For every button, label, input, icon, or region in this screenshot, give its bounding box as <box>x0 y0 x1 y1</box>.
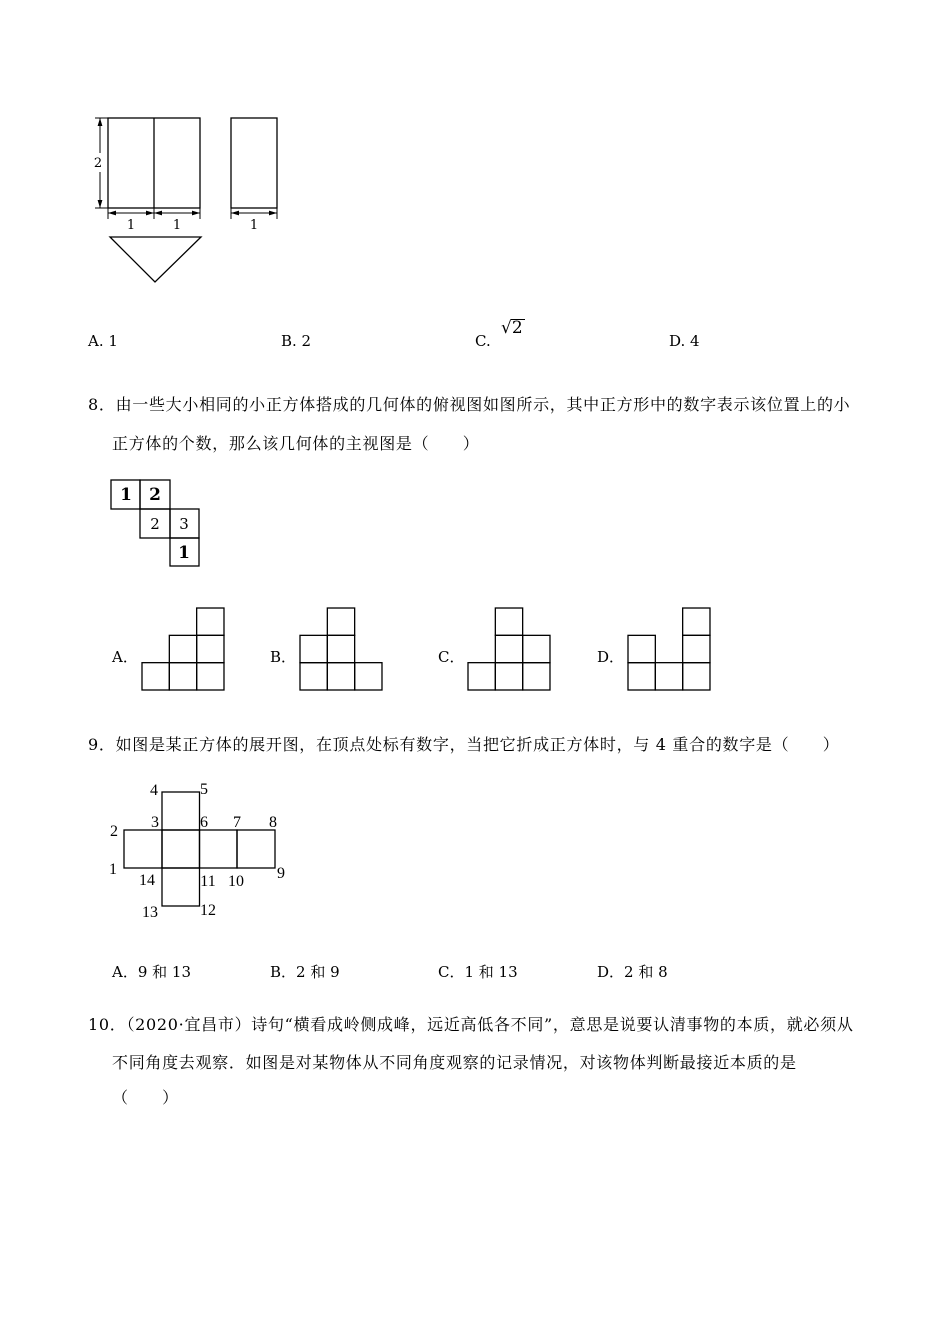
option-c-cube-col2-level1 <box>495 663 522 690</box>
option-a-cube-col2-level1 <box>169 663 196 690</box>
q8-stem-line2: 正方体的个数，那么该几何体的主视图是（ ） <box>112 434 480 453</box>
q9-stem: 9．如图是某正方体的展开图，在顶点处标有数字，当把它折成正方体时，与 4 重合的数字是（ ） <box>88 735 840 754</box>
side-view-rect <box>231 118 277 208</box>
top-view-count-r1c1: 1 <box>120 485 132 505</box>
q7-option-a: A. 1 <box>88 332 118 350</box>
sqrt-radicand: 2 <box>511 318 523 338</box>
q8-option-c-label: C． <box>438 648 465 666</box>
option-d-cube-col3-level3 <box>683 608 710 635</box>
q10-answer-blank: （ ） <box>112 1088 179 1107</box>
q10-stem-line1: 10．（2020·宜昌市）诗句“横看成岭侧成峰，远近高低各不同”，意思是说要认清事物的本质，就必须从 <box>88 1015 854 1034</box>
option-c-cube-col3-level1 <box>523 663 550 690</box>
q7-option-c-letter: C. <box>475 332 491 350</box>
option-a-cube-col2-level2 <box>169 635 196 662</box>
option-d-cube-col3-level1 <box>683 663 710 690</box>
option-b-cube-col2-level1 <box>327 663 354 690</box>
top-view-count-r2c3: 3 <box>179 515 189 533</box>
top-view-triangle <box>110 237 201 282</box>
option-d-cube-col1-level2 <box>628 635 655 662</box>
option-b-cube-col2-level3 <box>327 608 354 635</box>
option-b-cube-col1-level2 <box>300 635 327 662</box>
top-view-count-r3c3: 1 <box>178 543 190 563</box>
front-width-label-left: 1 <box>126 218 136 233</box>
net-face-top <box>162 792 200 830</box>
net-vertex-11: 11 <box>200 873 216 890</box>
option-d-cube-col3-level2 <box>683 635 710 662</box>
option-a-cube-col3-level3 <box>197 608 224 635</box>
option-c-cube-col2-level2 <box>495 635 522 662</box>
q9-option-d: D．2 和 8 <box>597 963 668 981</box>
net-vertex-9: 9 <box>277 865 285 882</box>
option-a-cube-col1-level1 <box>142 663 169 690</box>
q8-option-figures <box>135 602 720 696</box>
q7-option-b: B. 2 <box>281 332 312 350</box>
q8-option-a-label: A． <box>112 648 138 666</box>
q8-option-b-front-view <box>300 608 382 690</box>
side-width-label: 1 <box>249 218 259 233</box>
q9-option-a: A．9 和 13 <box>112 963 191 981</box>
option-c-cube-col1-level1 <box>468 663 495 690</box>
net-face-mid-4 <box>237 830 275 868</box>
q8-option-a-front-view <box>142 608 224 690</box>
q7-option-c-sqrt <box>501 318 525 338</box>
option-c-cube-col3-level2 <box>523 635 550 662</box>
option-d-cube-col2-level1 <box>655 663 682 690</box>
net-vertex-10: 10 <box>228 873 244 890</box>
option-b-cube-col3-level1 <box>355 663 382 690</box>
q9-cube-net <box>100 775 295 920</box>
net-vertex-4: 4 <box>150 782 158 799</box>
q9-option-c: C．1 和 13 <box>438 963 518 981</box>
net-vertex-7: 7 <box>233 814 241 831</box>
top-view-count-r1c2: 2 <box>149 485 161 505</box>
q9-option-b: B．2 和 9 <box>270 963 340 981</box>
net-face-mid-3 <box>200 830 238 868</box>
net-vertex-8: 8 <box>269 814 277 831</box>
net-face-mid-2 <box>162 830 200 868</box>
net-vertex-12: 12 <box>200 902 216 919</box>
q10-stem-line2: 不同角度去观察．如图是对某物体从不同角度观察的记录情况，对该物体判断最接近本质的是 <box>112 1053 797 1072</box>
front-width-label-right: 1 <box>172 218 182 233</box>
option-b-cube-col1-level1 <box>300 663 327 690</box>
net-face-mid-1 <box>124 830 162 868</box>
option-b-cube-col2-level2 <box>327 635 354 662</box>
q7-three-view-figure <box>80 110 300 290</box>
net-vertex-2: 2 <box>110 823 118 840</box>
top-view-count-r2c2: 2 <box>150 515 160 533</box>
option-c-cube-col2-level3 <box>495 608 522 635</box>
option-a-cube-col3-level2 <box>197 635 224 662</box>
net-face-bottom <box>162 868 200 906</box>
net-vertex-5: 5 <box>200 781 208 798</box>
q8-option-c-front-view <box>468 608 550 690</box>
q8-top-view-grid <box>105 474 205 572</box>
net-vertex-13: 13 <box>142 904 158 920</box>
net-vertex-14: 14 <box>139 872 155 889</box>
net-vertex-3: 3 <box>151 814 159 831</box>
q8-stem-line1: 8．由一些大小相同的小正方体搭成的几何体的俯视图如图所示，其中正方形中的数字表示该位置上的小 <box>88 395 851 414</box>
q8-option-d-front-view <box>628 608 710 690</box>
q8-option-b-label: B． <box>270 648 297 666</box>
sqrt-symbol: √ <box>501 318 512 338</box>
option-d-cube-col1-level1 <box>628 663 655 690</box>
option-a-cube-col3-level1 <box>197 663 224 690</box>
height-dimension-label: 2 <box>93 156 103 171</box>
q8-option-d-label: D． <box>597 648 625 666</box>
net-vertex-1: 1 <box>109 861 117 878</box>
q7-option-d: D. 4 <box>669 332 700 350</box>
net-vertex-6: 6 <box>200 814 208 831</box>
